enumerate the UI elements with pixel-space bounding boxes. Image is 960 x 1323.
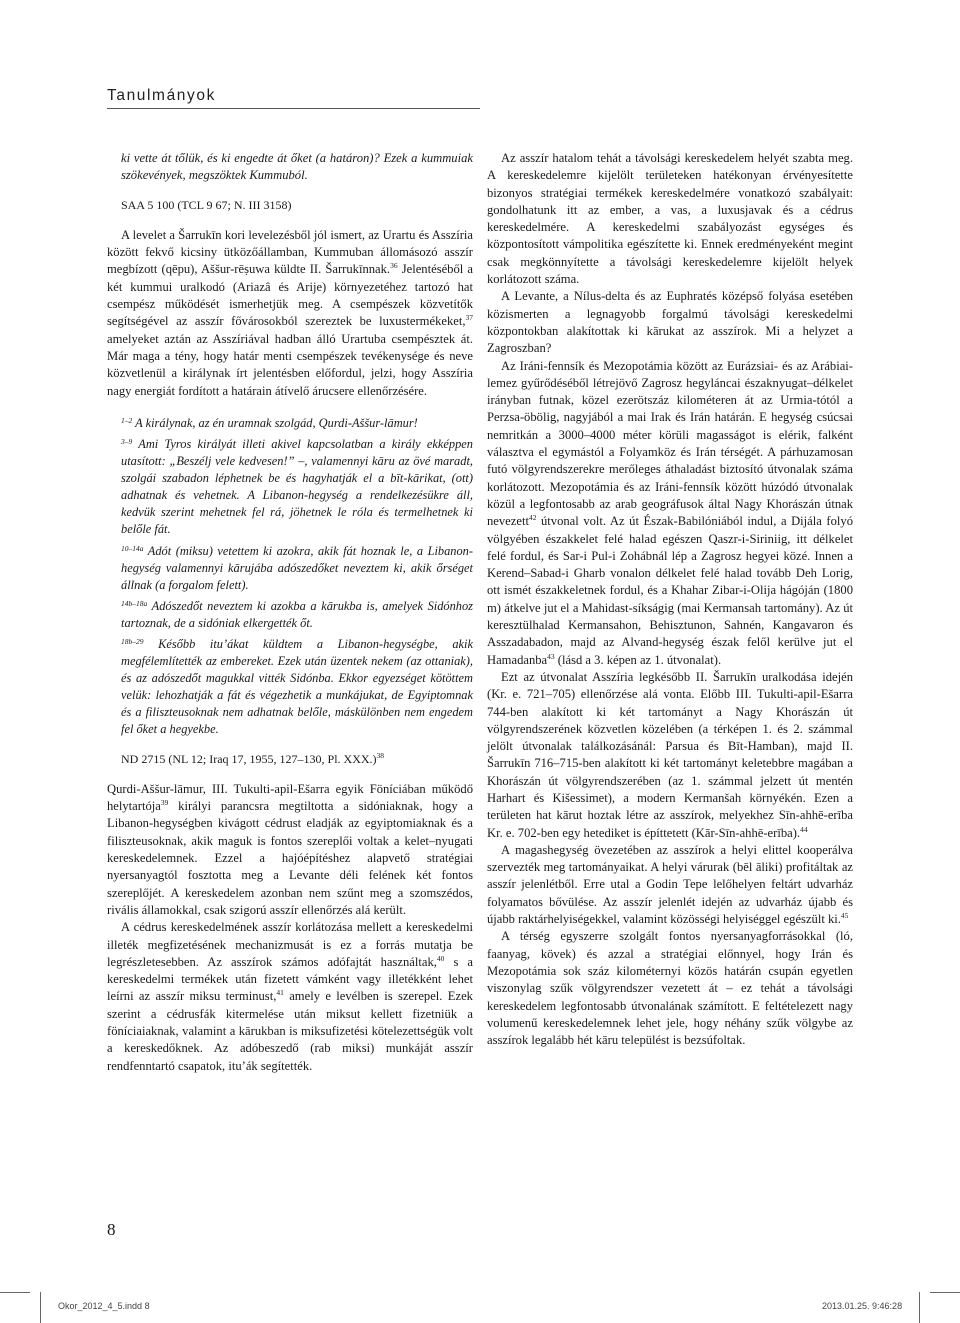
footnote-ref: 39 (160, 798, 169, 808)
footnote-ref: 44 (800, 824, 808, 834)
body-paragraph: A cédrus kereskedelmének asszír korlátozása mellett a kereskedelmi illeték megfizetésének mechanizmusát is ez a forrás mutatja be legrészletesebben. Az asszírok számos adófajtát használtak,$^{40}$ s a kereskedelmi termékek után fizetett vámként vagy illetékként lehet leírni az asszír miksu terminust,$^{41}$ amely e levélben is szerepel. Ezek szerint a cédrusfák kitermelése után miksut kellett fizetniük a föníciaiaknak, valamint a kārukban is miksufizetési kötelezettségük volt a kereskedőknek. Az adóbeszedő (rab miksi) munkáját asszír rendfenntartó csapatok, itu’ák segítették. (107, 920, 473, 1073)
translation-line: $^{14b-18a}$ Adószedőt neveztem ki azokba a kārukba is, amelyek Sidónhoz tartoznak, de a sidóniak elkergették őt. (121, 598, 474, 630)
crop-mark (0, 1292, 30, 1293)
body-paragraph: A Levante, a Nílus-delta és az Euphratés középső folyása esetében közismerten a legnagyobb forgalmú távolsági kereskedelmi központokban alakítottak ki kārukat az asszírok. Mi a helyzet a Zagroszban? (487, 289, 853, 356)
source-citation: ND 2715 (NL 12; Iraq 17, 1955, 127–130, Pl. XXX.)$^{38}$ (121, 750, 385, 766)
translation-line: $^{18b-29}$ Később itu’ákat küldtem a Libanon-hegységbe, akik megfélemlítették az embereket. Ezek után üzentek nekem (az ottaniak), és az adószedőt magukkal vitték Sidónba. Ekkor egyezséget kötöttem velük: lehozhatják a fát és végezhetik a munkájukat, de Egyiptomnak és a filiszteusoknak nem adhatnak belőle, máskülönben nem engedem fel őket a hegyekbe. (121, 636, 473, 737)
source-citation: SAA 5 100 (TCL 9 67; N. III 3158) (121, 197, 292, 212)
footnote-ref: 37 (465, 313, 473, 323)
page-number: 8 (107, 1220, 116, 1239)
translation-line: $^{3-9}$ Ami Tyros királyát illeti akivel kapcsolatban a király ekképpen utasított: „Beszélj vele kedvesen!” –, valamennyi kāru az övé maradt, szolgái szabadon léphetnek be és hagyhatják el a bīt-kārikat, (ott) adhatnak és vehetnek. A Libanon-hegység a rendelkezésükre áll, kedvük szerint mehetnek fel rá, jöhetnek le róla és termelhetnek ki belőle fát. (121, 436, 473, 537)
footnote-ref: 38 (376, 750, 385, 760)
body-paragraph: A levelet a Šarrukīn kori levelezésből jól ismert, az Urartu és Asszíria között fekvő kicsiny ütközőállamban, Kummuban állomásozó asszír megbízott (qēpu), Aššur-rēṣuwa küldte II. Šarrukīnnak.$^{36}$ Jelentéséből a két kummui uralkodó (Ariazâ és Arije) környezetéhez tartozó hat csempész működését ismerhetjük meg. A csempészek közvetítők segítségével az asszír fővárosokból szereztek be luxustermékeket,$^{37}$ amelyeket aztán az Asszíriával hadban álló Urartuba csempésztek át. Már maga a tény, hogy határ menti csempészek tevékenysége és neve közvetlenül a királynak írt jelentésben előfordul, jelzi, hogy Asszíria nagy energiát fordított a határain átívelő árucsere ellenőrzésére. (107, 227, 474, 398)
footnote-ref: 36 (390, 261, 398, 271)
crop-mark (40, 1292, 41, 1323)
body-paragraph: Qurdi-Aššur-lāmur, III. Tukulti-apil-Ešarra egyik Föníciában működő helytartója$^{39}$ királyi parancsra megtiltotta a sidóniaknak, hogy a Libanon-hegységben kivágott cédrust eladják az egyiptomiaknak és a filiszteusoknak, akik maguk is fontos szereplői voltak a kelet–nyugati kereskedelemnek. Ezzel a hajóépítéshez alapvető stratégiai nyersanyagtól fosztotta meg a Levante déli felének két fontos szereplőjét. A kereskedelem azonban nem szűnt meg a szomszédos, rivális államokkal, csak szigorú asszír ellenőrzés alá került. (107, 781, 473, 917)
footer-timestamp: 2013.01.25. 9:46:28 (822, 1301, 903, 1311)
footnote-ref: 41 (276, 988, 284, 998)
footer-file-name: Okor_2012_4_5.indd 8 (58, 1301, 150, 1311)
body-paragraph: A térség egyszerre szolgált fontos nyersanyagforrásokkal (ló, faanyag, kövek) és azzal a stratégiai előnnyel, hogy Irán és Mezopotámia sok száz kilométernyi közös határán csupán egyetlen viszonylag szűk völgyrendszer vezetett át – ez tehát a távolsági kereskedelem legfontosabb útvonalának számított. E feltételezett nagy volumenű kereskedelemnek lehet jele, hogy néhány szűk völgybe az asszírok legalább hét kāru települést is bezsúfoltak. (487, 929, 853, 1048)
quote-continuation: ki vette át tőlük, és ki engedte át őket (a határon)? Ezek a kummuiak szökevények, megszöktek Kummuból. (121, 151, 473, 183)
footnote-ref: 43 (547, 651, 555, 661)
body-paragraph: Ezt az útvonalat Asszíria legkésőbb II. Šarrukīn uralkodása idején (Kr. e. 721–705) ellenőrzése alá vonta. Előbb III. Tukulti-apil-Ešarra 744-ben alakított ki két tartományt a Nagy Khorászán út völgyrendszerének közvetlen közelében (a térképen 1. és 2. számmal jelölt útvonalak találkozásánál: Parsua és Bīt-Hamban), majd II. Šarrukīn 716–715-ben alakított ki két tartományt keletebbre magában a Khorászán út völgyrendszerében (az 1. számmal jelzett út mentén Harhart és Kišessimet), a modern Kermanšah környékén. Ezen a területen hat kārut hoztak létre az asszírok, melyekhez Sīn-ahhē-erība Kr. e. 702-ben egy hetediket is építtetett (Kār-Sīn-ahhē-erība).$^{44}$ (487, 669, 853, 840)
body-paragraph: Az asszír hatalom tehát a távolsági kereskedelem helyét szabta meg. A kereskedelemre kijelölt területeken hatékonyan érvényesítette bizonyos stratégiai termékek kereskedelmére vonatkozó szabályait: gondolhatunk itt az ember, a vas, a luxusjavak és a cédrus kereskedelmére. A kereskedelmi szabályozást egységes és központosított vámpolitika egészítette ki. Ennek eredményeként megint csak megkönnyítette a távolsági kereskedelemre kijelölt helyek korlátozott száma. (487, 151, 853, 287)
crop-mark (919, 1292, 920, 1323)
running-header: Tanulmányok (107, 87, 480, 109)
translation-line: $^{1-2}$ A királynak, az én uramnak szolgád, Qurdi-Aššur-lāmur! (121, 415, 418, 430)
crop-mark (930, 1292, 960, 1293)
body-paragraph: A magashegység övezetében az asszírok a helyi elittel kooperálva szervezték meg tartományaikat. A helyi várurak (bēl āliki) profitáltak az asszír jelenlétből. Erre utal a Godin Tepe lelőhelyen feltárt udvarház folyamatos bővülése. Az asszír jelenlét idején az udvarház újabb és újabb raktárhelyiségekkel, valamint közösségi helyiséggel egészült ki.$^{45}$ (487, 842, 853, 927)
translation-line: $^{10-14a}$ Adót (miksu) vetettem ki azokra, akik fát hoznak le, a Libanon-hegység valamennyi kārujába adószedőket neveztem ki, akik őrséget állnak (a forgalom felett). (121, 543, 474, 592)
footnote-ref: 42 (528, 513, 537, 523)
left-column (107, 150, 473, 1075)
body-paragraph: Az Iráni-fennsík és Mezopotámia között az Eurázsiai- és az Arábiai-lemez gyűrődéséből létrejövő Zagrosz hegyláncai északnyugat–délkelet irányban futnak, közel ezerötszáz kilométeren át az Urmia-tótól a Perzsa-öbölig, nagyjából a mai Irak és Irán határán. E hegység csúcsai nemritkán a 3000–4000 méter körüli magasságot is elérik, falként választva el egymástól a Folyamköz és Irán térségét. A párhuzamosan futó völgyrendszerekre merőleges áthaladást biztosító útvonalak száma korlátozott. Mezopotámia és az Iráni-fennsík között húzódó útvonalak közül a legfontosabb az arab geográfusok által Nagy Khorászán útnak nevezett$^{42}$ útvonal volt. Az út Észak-Babilóniából indul, a Dijála folyó völgyében északkelet felé halad egészen Qaszr-i-Siriniig, itt délkelet felé fordul, és Sar-i Pul-i Zohábnál lép a Zagrosz hegyei közé. Innen a Kerend–Sabad-i Gharb vonalon délkelet felé halad tovább Deh Lorig, ott ismét északkeletnek fordul, és a Khahar Zibar-i-Olija hágóján (1800 m) átkelve jut el a Mahidast-síkságig (mai Kermansah tartomány). Az út keresztülhalad Kermansahon, Behisztunon, Sahnén, Kangavaron és Asszadabadon, majd az Alvand-hegység észak felől kerülve jut el Hamadanba$^{43}$ (lásd a 3. képen az 1. útvonalat). (487, 358, 853, 667)
right-column (487, 150, 853, 1049)
footnote-ref: 40 (436, 953, 445, 963)
footnote-ref: 45 (840, 911, 849, 921)
